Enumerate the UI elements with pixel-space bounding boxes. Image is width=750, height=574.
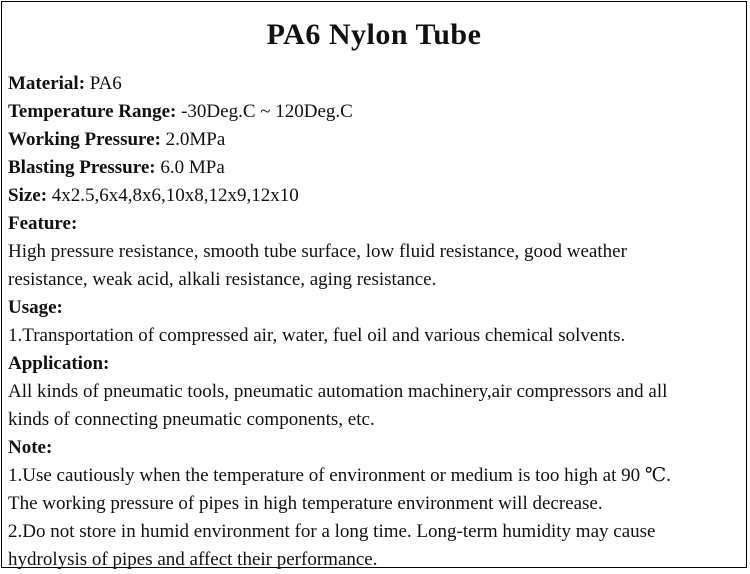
spec-row-material: Material: PA6 [8, 73, 122, 94]
spec-row-working-pressure: Working Pressure: 2.0MPa [8, 129, 226, 150]
usage-line: 1.Transportation of compressed air, water, fuel oil and various chemical solvents. [8, 325, 626, 346]
spec-value: PA6 [89, 73, 122, 94]
product-spec-sheet [1, 1, 747, 568]
note-line: The working pressure of pipes in high temperature environment will decrease. [8, 493, 603, 514]
spec-value: -30Deg.C ~ 120Deg.C [181, 101, 353, 122]
spec-row-blasting-pressure: Blasting Pressure: 6.0 MPa [8, 157, 225, 178]
spec-label: Material [8, 73, 79, 94]
spec-row-temperature: Temperature Range: -30Deg.C ~ 120Deg.C [8, 101, 353, 122]
note-line: hydrolysis of pipes and affect their performance. [8, 549, 378, 570]
application-line: All kinds of pneumatic tools, pneumatic automation machinery,air compressors and all [8, 381, 668, 402]
spec-value: 6.0 MPa [160, 157, 225, 178]
note-line: 1.Use cautiously when the temperature of environment or medium is too high at 90 ℃. [8, 465, 671, 486]
note-heading: Note: [8, 437, 53, 458]
application-heading: Application: [8, 353, 110, 374]
spec-label: Temperature Range [8, 101, 171, 122]
spec-value: 2.0MPa [165, 129, 226, 150]
spec-label: Size [8, 185, 41, 206]
application-line: kinds of connecting pneumatic components, etc. [8, 409, 375, 430]
feature-line: High pressure resistance, smooth tube surface, low fluid resistance, good weather [8, 241, 627, 262]
spec-value: 4x2.5,6x4,8x6,10x8,12x9,12x10 [51, 185, 299, 206]
spec-label: Blasting Pressure [8, 157, 150, 178]
usage-heading: Usage: [8, 297, 63, 318]
page-title: PA6 Nylon Tube [266, 18, 482, 51]
spec-label: Working Pressure [8, 129, 155, 150]
spec-content [2, 66, 746, 574]
feature-line: resistance, weak acid, alkali resistance, aging resistance. [8, 269, 437, 290]
spec-row-size: Size: 4x2.5,6x4,8x6,10x8,12x9,12x10 [8, 185, 299, 206]
note-line: 2.Do not store in humid environment for a long time. Long-term humidity may cause [8, 521, 656, 542]
feature-heading: Feature: [8, 213, 78, 234]
